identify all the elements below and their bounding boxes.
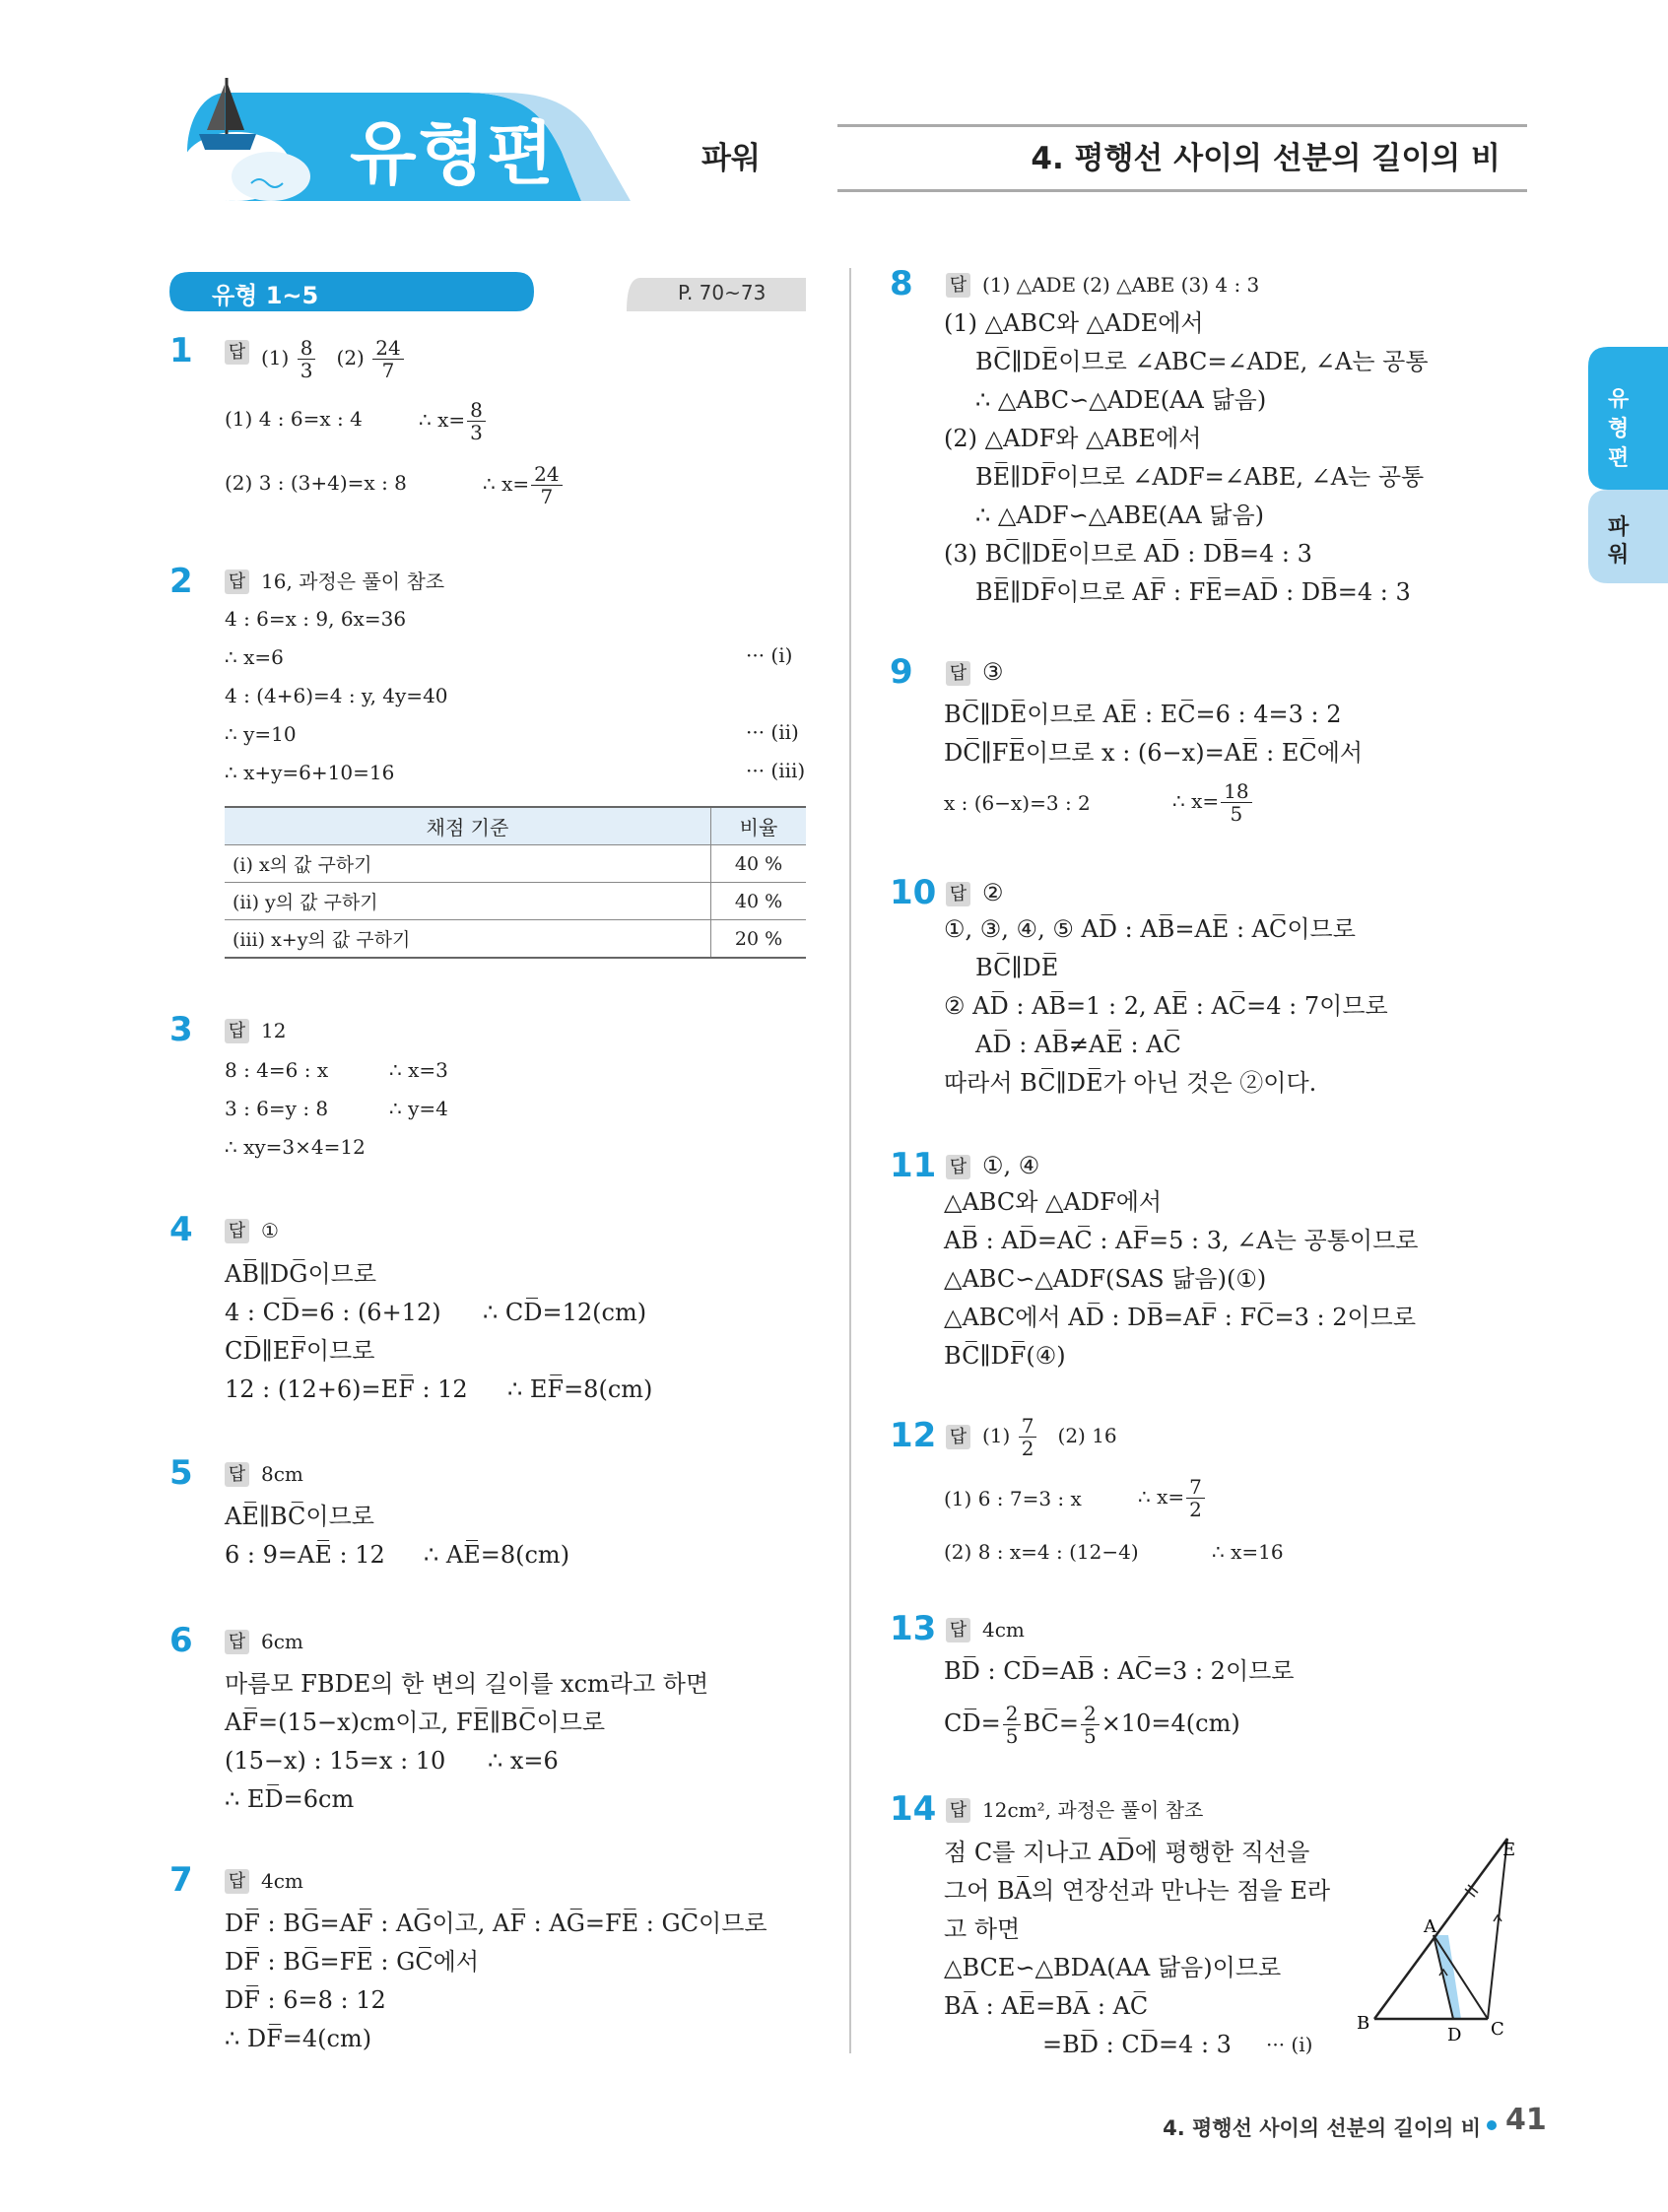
solution-line: 6 : 9=AE̅ : 12	[225, 1541, 385, 1569]
scoring-table	[225, 806, 806, 959]
solution-line: CD̅= $\frac{2}{5}$ BC̅= $\frac{2}{5}$ ×10=4(cm)	[944, 1702, 1240, 1748]
point-label-D: D	[1447, 2025, 1462, 2045]
answer-text: ①	[261, 1219, 279, 1242]
problem-number: 9	[890, 652, 913, 692]
solution-line: DC̅∥FE̅이므로 x : (6−x)=AE̅ : EC̅에서	[944, 739, 1364, 767]
answer-text: 12	[261, 1019, 287, 1042]
solution-line: 12 : (12+6)=EF̅ : 12	[225, 1375, 468, 1403]
step-mark: ··· (ⅲ)	[746, 759, 806, 782]
solution-line: AB̅ : AD̅=AC̅ : AF̅=5 : 3, ∠A는 공통이므로	[944, 1227, 1419, 1254]
answer-text: ①, ④	[982, 1152, 1040, 1179]
answer-badge: 답	[225, 340, 249, 365]
solution-line: AE̅∥BC̅이므로	[225, 1503, 374, 1530]
answer-text: ②	[982, 879, 1004, 906]
table-header: 채점 기준	[225, 807, 711, 845]
solution-line: BD̅ : CD̅=AB̅ : AC̅=3 : 2이므로	[944, 1657, 1295, 1685]
answer-text: 6cm	[261, 1630, 303, 1653]
solution-line: 마름모 FBDE의 한 변의 길이를 xcm라고 하면	[225, 1670, 709, 1698]
answer-text: 4cm	[982, 1618, 1025, 1642]
solution-line: ∴ x+y=6+10=16	[225, 761, 395, 784]
solution-line: ∴ x= $\frac{7}{2}$	[1138, 1476, 1207, 1520]
answer-badge: 답	[946, 1798, 970, 1823]
solution-line: △ABC에서 AD̅ : DB̅=AF̅ : FC̅=3 : 2이므로	[944, 1304, 1417, 1331]
solution-line: ∴ x=6	[225, 645, 284, 669]
solution-line: (3) BC̅∥DE̅이므로 AD̅ : DB̅=4 : 3	[944, 540, 1312, 568]
solution-line: BC̅∥DE̅이므로 ∠ABC=∠ADE, ∠A는 공통	[975, 348, 1429, 375]
answer-badge: 답	[225, 1019, 249, 1043]
answer-text: 8cm	[261, 1462, 303, 1486]
step-mark: ··· (ⅱ)	[746, 720, 799, 744]
line-EC	[1488, 1839, 1507, 2019]
solution-line: 3 : 6=y : 8	[225, 1097, 329, 1120]
solution-line: AF̅=(15−x)cm이고, FE̅∥BC̅이므로	[225, 1709, 606, 1736]
answer-badge: 답	[225, 1462, 249, 1487]
problem-number: 6	[169, 1621, 193, 1660]
solution-line: AD̅ : AB̅≠AE̅ : AC̅	[975, 1031, 1181, 1058]
solution-line: ∴ AE̅=8(cm)	[424, 1541, 570, 1569]
solution-line: ∴ x= $\frac{24}{7}$	[483, 463, 565, 507]
solution-line: ∴ CD̅=12(cm)	[483, 1299, 647, 1326]
solution-line: ∴ xy=3×4=12	[225, 1135, 366, 1159]
solution-line: x : (6−x)=3 : 2	[944, 791, 1091, 815]
solution-line: (2) △ADF와 △ABE에서	[944, 425, 1202, 452]
solution-line: ∴ x=6	[488, 1747, 559, 1775]
solution-line: ∴ △ADF∽△ABE(AA 닮음)	[975, 502, 1265, 529]
table-cell: (ⅰ) x의 값 구하기	[225, 845, 711, 883]
side-tab-char: 파	[1608, 515, 1630, 540]
table-header-row	[225, 807, 806, 845]
type-pages: P. 70~73	[678, 281, 767, 304]
solution-line: BC̅∥DF̅(④)	[944, 1342, 1066, 1370]
problem-number: 10	[890, 873, 937, 912]
solution-line: BA̅ : AE̅=BA̅ : AC̅	[944, 1992, 1149, 2020]
problem-number: 5	[169, 1453, 193, 1493]
solution-line: (1) 4 : 6=x : 4	[225, 407, 363, 431]
problem-number: 14	[890, 1789, 937, 1829]
table-cell: (ⅱ) y의 값 구하기	[225, 883, 711, 920]
type-label: 유형 1~5	[212, 282, 319, 309]
solution-line: CD̅∥EF̅이므로	[225, 1337, 375, 1365]
solution-line: ∴ x= $\frac{18}{5}$	[1172, 780, 1254, 825]
problem-number: 4	[169, 1210, 193, 1249]
solution-line: ② AD̅ : AB̅=1 : 2, AE̅ : AC̅=4 : 7이므로	[944, 992, 1388, 1020]
solution-line: ∴ EF̅=8(cm)	[507, 1375, 653, 1403]
solution-line: 4 : 6=x : 9, 6x=36	[225, 607, 407, 631]
shaded-triangle	[1434, 1935, 1461, 2019]
solution-line: 점 C를 지나고 AD̅에 평행한 직선을	[944, 1839, 1310, 1866]
answer-text: 4cm	[261, 1869, 303, 1893]
solution-line: AB̅∥DG̅이므로	[225, 1260, 377, 1288]
step-mark: ··· (ⅰ)	[1266, 2033, 1313, 2056]
solution-line: BC̅∥DE̅	[975, 954, 1059, 981]
solution-line: 그어 BA̅의 연장선과 만나는 점을 E라	[944, 1877, 1331, 1905]
problem-number: 12	[890, 1416, 937, 1455]
solution-line: =BD̅ : CD̅=4 : 3	[1042, 2031, 1232, 2058]
table-cell: 40 %	[711, 845, 807, 883]
solution-line: ∴ x= $\frac{8}{3}$	[419, 399, 488, 443]
solution-line: △ABC∽△ADF(SAS 닮음)(①)	[944, 1265, 1267, 1293]
answer-badge: 답	[225, 1219, 249, 1243]
problem-number: 3	[169, 1010, 193, 1049]
table-row	[225, 920, 806, 959]
footer-chapter: 4. 평행선 사이의 선분의 길이의 비	[1163, 2116, 1481, 2140]
answer-badge: 답	[946, 1425, 970, 1449]
solution-line: ∴ DF̅=4(cm)	[225, 2025, 372, 2052]
problem-number: 1	[169, 331, 193, 370]
header-chapter: 4. 평행선 사이의 선분의 길이의 비	[1031, 141, 1501, 176]
solution-line: ∴ ED̅=6cm	[225, 1785, 355, 1813]
header-rule-bottom	[837, 189, 1527, 192]
solution-line: BC̅∥DE̅이므로 AE̅ : EC̅=6 : 4=3 : 2	[944, 701, 1342, 728]
answer-badge: 답	[946, 273, 970, 298]
solution-line: DF̅ : BG̅=AF̅ : AG̅이고, AF̅ : AG̅=FE̅ : GC̅이므로	[225, 1910, 767, 1937]
solution-line: 4 : (4+6)=4 : y, 4y=40	[225, 684, 448, 707]
column-divider	[849, 268, 851, 2053]
header-title: 유형편	[350, 113, 556, 194]
table-cell: 40 %	[711, 883, 807, 920]
solution-line: DF̅ : BG̅=FE̅ : GC̅에서	[225, 1948, 480, 1976]
solution-line: ∴ y=4	[389, 1097, 448, 1120]
solution-line: DF̅ : 6=8 : 12	[225, 1986, 386, 2014]
solution-line: △BCE∽△BDA(AA 닮음)이므로	[944, 1954, 1282, 1981]
solution-line: (2) 3 : (3+4)=x : 8	[225, 471, 407, 495]
footer-dot	[1487, 2120, 1497, 2130]
header-subtitle: 파워	[701, 141, 761, 176]
page-number: 41	[1505, 2103, 1547, 2137]
solution-line: (1) 6 : 7=3 : x	[944, 1487, 1082, 1510]
solution-line: 8 : 4=6 : x	[225, 1058, 329, 1082]
step-mark: ··· (ⅰ)	[746, 643, 793, 667]
answer-text: (1) $\frac{7}{2}$ (2) 16	[982, 1414, 1117, 1460]
side-tab-char: 편	[1608, 446, 1630, 471]
side-tab-char: 유	[1608, 387, 1630, 412]
solution-line: ∴ y=10	[225, 722, 297, 746]
solution-line: BE̅∥DF̅이므로 AF̅ : FE̅=AD̅ : DB̅=4 : 3	[975, 578, 1411, 606]
line-AC	[1434, 1935, 1488, 2019]
header-rule-top	[837, 124, 1527, 127]
table-cell: (ⅲ) x+y의 값 구하기	[225, 920, 711, 959]
point-label-C: C	[1491, 2019, 1504, 2040]
table-header: 비율	[711, 807, 807, 845]
answer-text: ③	[982, 658, 1004, 686]
solution-line: 고 하면	[944, 1915, 1021, 1943]
answer-text: 12cm², 과정은 풀이 참조	[982, 1798, 1204, 1822]
problem-number: 2	[169, 562, 193, 601]
table-cell: 20 %	[711, 920, 807, 959]
solution-line: ①, ③, ④, ⑤ AD̅ : AB̅=AE̅ : AC̅이므로	[944, 915, 1356, 943]
problem-number: 13	[890, 1609, 937, 1648]
solution-line: △ABC와 △ADF에서	[944, 1188, 1163, 1216]
answer-badge: 답	[946, 1155, 970, 1179]
solution-line: (2) 8 : x=4 : (12−4)	[944, 1540, 1139, 1564]
answer-text: (1) $\frac{8}{3}$ (2) $\frac{24}{7}$	[261, 337, 406, 381]
answer-badge: 답	[946, 1618, 970, 1642]
solution-line: 따라서 BC̅∥DE̅가 아닌 것은 ②이다.	[944, 1069, 1317, 1097]
point-label-B: B	[1357, 2013, 1370, 2034]
solution-line: (15−x) : 15=x : 10	[225, 1747, 446, 1775]
solution-line: (1) △ABC와 △ADE에서	[944, 309, 1204, 337]
line-BE	[1374, 1839, 1507, 2019]
solution-line: ∴ x=3	[389, 1058, 448, 1082]
answer-text: (1) △ADE (2) △ABE (3) 4 : 3	[982, 273, 1260, 297]
problem-number: 11	[890, 1146, 937, 1185]
solution-line: ∴ △ABC∽△ADE(AA 닮음)	[975, 386, 1267, 414]
solution-line: ∴ x=16	[1212, 1540, 1284, 1564]
solution-line: BE̅∥DF̅이므로 ∠ADF=∠ABE, ∠A는 공통	[975, 463, 1425, 491]
triangle-figure	[1355, 1838, 1522, 2054]
solution-line: 4 : CD̅=6 : (6+12)	[225, 1299, 441, 1326]
answer-badge: 답	[225, 1869, 249, 1894]
answer-badge: 답	[946, 882, 970, 906]
side-tab-char: 워	[1608, 543, 1630, 568]
point-label-E: E	[1502, 1840, 1516, 1860]
answer-badge: 답	[225, 1630, 249, 1654]
point-label-A: A	[1424, 1916, 1436, 1937]
table-row	[225, 845, 806, 883]
answer-badge: 답	[225, 570, 249, 594]
answer-text: 16, 과정은 풀이 참조	[261, 570, 445, 593]
table-row	[225, 883, 806, 920]
answer-badge: 답	[946, 661, 970, 686]
problem-number: 7	[169, 1860, 193, 1900]
problem-number: 8	[890, 264, 913, 303]
side-tab-char: 형	[1608, 417, 1630, 441]
